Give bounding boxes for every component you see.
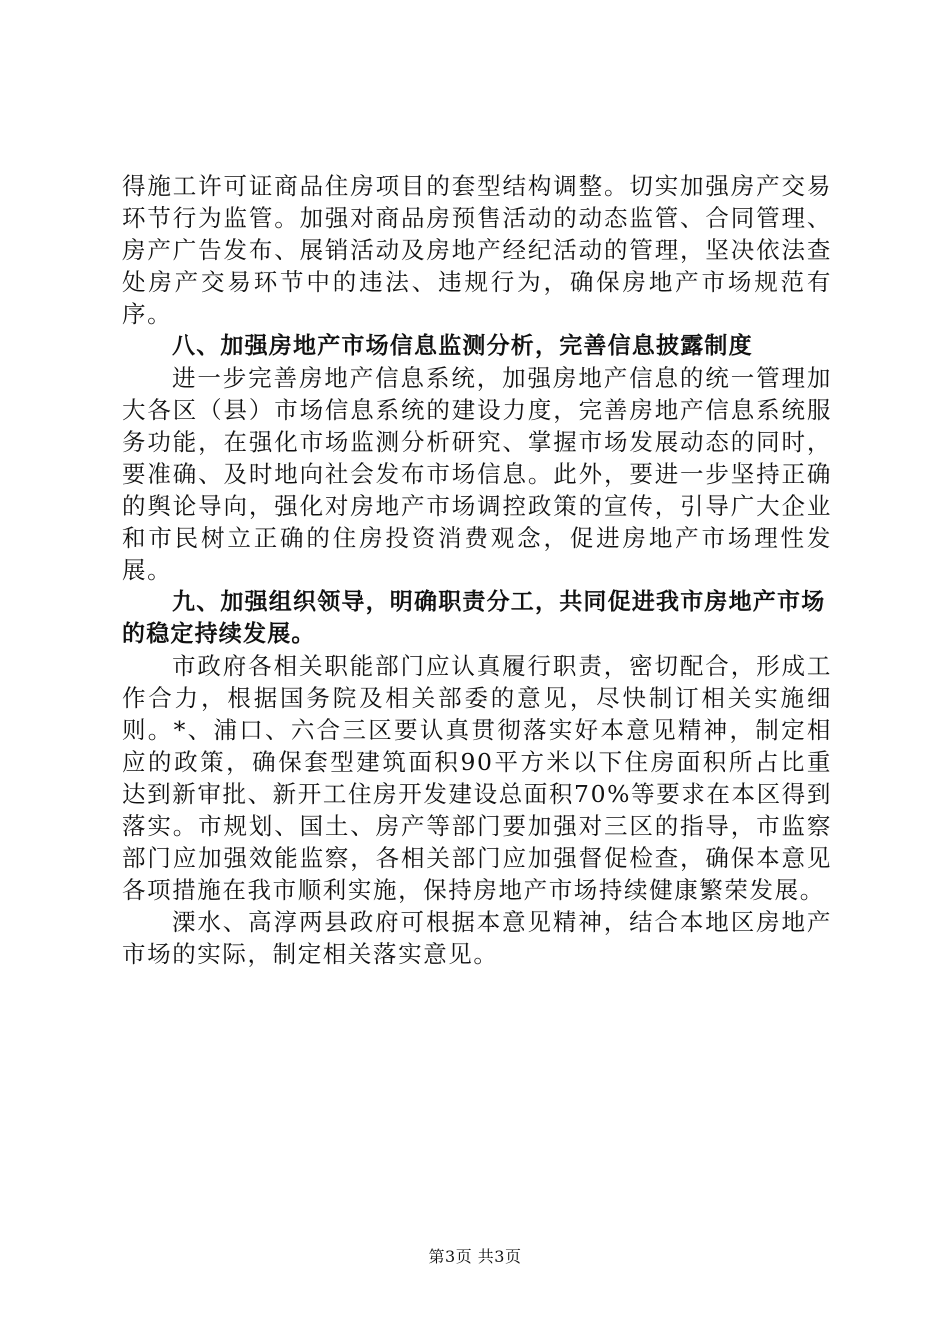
page-footer: 第3页 共3页 [428,1247,522,1266]
section-heading-9: 九、加强组织领导，明确职责分工，共同促进我市房地产市场的稳定持续发展。 [122,589,826,647]
section-heading-8: 八、加强房地产市场信息监测分析，完善信息披露制度 [172,333,753,359]
body-paragraph: 得施工许可证商品住房项目的套型结构调整。切实加强房产交易环节行为监管。加强对商品房预售活动的动态监管、合同管理、房产广告发布、展销活动及房地产经纪活动的管理，坚决依法查处房产交易环节中的违法、违规行为，确保房地产市场规范有序。 [122,172,832,328]
body-paragraph: 市政府各相关职能部门应认真履行职责，密切配合，形成工作合力，根据国务院及相关部委的意见，尽快制订相关实施细则。*、浦口、六合三区要认真贯彻落实好本意见精神，制定相应的政策，确保套型建筑面积90平方米以下住房面积所占比重达到新审批、新开工住房开发建设总面积70%等要求在本区得到落实。市规划、国土、房产等部门要加强对三区的指导，市监察部门应加强效能监察，各相关部门应加强督促检查，确保本意见各项措施在我市顺利实施，保持房地产市场持续健康繁荣发展。 [122,652,832,904]
body-paragraph: 进一步完善房地产信息系统，加强房地产信息的统一管理加大各区（县）市场信息系统的建设力度，完善房地产信息系统服务功能，在强化市场监测分析研究、掌握市场发展动态的同时，要准确、及时地向社会发布市场信息。此外，要进一步坚持正确的舆论导向，强化对房地产市场调控政策的宣传，引导广大企业和市民树立正确的住房投资消费观念，促进房地产市场理性发展。 [122,364,832,584]
body-paragraph: 溧水、高淳两县政府可根据本意见精神，结合本地区房地产市场的实际，制定相关落实意见。 [122,908,832,968]
document-page [122,170,832,970]
